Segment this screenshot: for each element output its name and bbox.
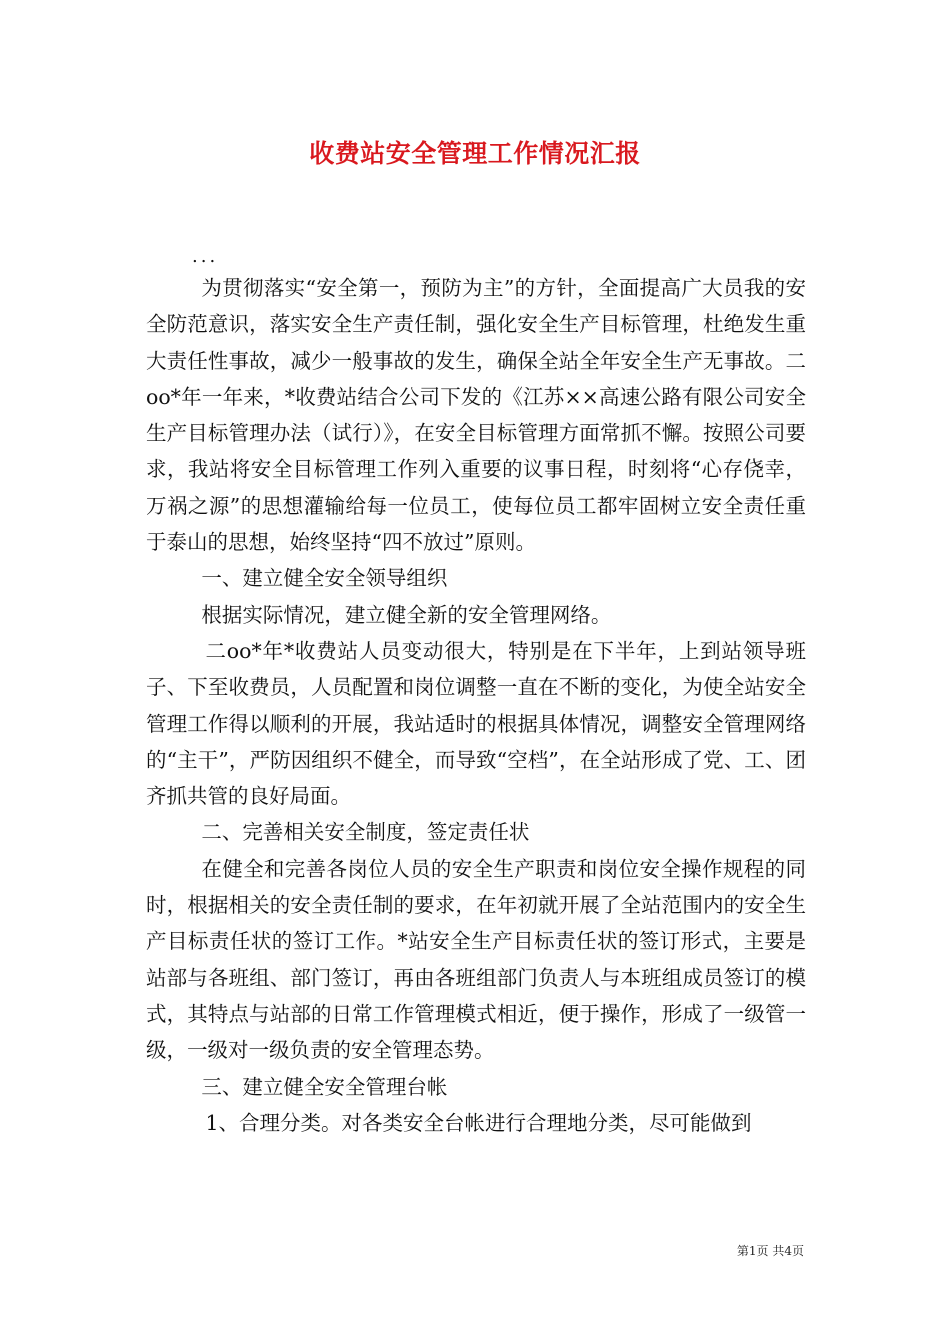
- paragraph-intro: 为贯彻落实“安全第一，预防为主”的方针，全面提高广大员我的安全防范意识，落实安全生产责任制，强化安全生产目标管理，杜绝发生重大责任性事故，减少一般事故的发生，确保全站全年安全生产无事故。二oo*年一年来，*收费站结合公司下发的《江苏××高速公路有限公司安全生产目标管理办法（试行）》，在安全目标管理方面常抓不懈。按照公司要求，我站将安全目标管理工作列入重要的议事日程，时刻将“心存侥幸，万祸之源”的思想灌输给每一位员工，使每位员工都牢固树立安全责任重于泰山的思想，始终坚持“四不放过”原则。: [146, 276, 806, 555]
- section-heading-3: 三、建立健全安全管理台帐: [201, 1074, 448, 1099]
- document-title: 收费站安全管理工作情况汇报: [309, 139, 641, 168]
- paragraph-classification: 1、合理分类。对各类安全台帐进行合理地分类，尽可能做到: [205, 1110, 752, 1135]
- section-heading-2: 二、完善相关安全制度，签定责任状: [201, 820, 530, 845]
- page-number: 第1页 共4页: [736, 1244, 804, 1258]
- paragraph-responsibility: 在健全和完善各岗位人员的安全生产职责和岗位安全操作规程的同时，根据相关的安全责任制的要求，在年初就开展了全站范围内的安全生产目标责任状的签订工作。*站安全生产目标责任状的签订形式，主要是站部与各班组、部门签订，再由各班组部门负责人与本班组成员签订的模式，其特点与站部的日常工作管理模式相近，便于操作，形成了一级管一级，一级对一级负责的安全管理态势。: [146, 856, 806, 1063]
- ellipsis-marker: ...: [192, 246, 219, 267]
- paragraph-staff-changes: 二oo*年*收费站人员变动很大，特别是在下半年，上到站领导班子、下至收费员，人员配置和岗位调整一直在不断的变化，为使全站安全管理工作得以顺利的开展，我站适时的根据具体情况，调整安全管理网络的“主干”，严防因组织不健全，而导致“空档”，在全站形成了党、工、团齐抓共管的良好局面。: [146, 638, 806, 809]
- paragraph-network: 根据实际情况，建立健全新的安全管理网络。: [201, 602, 612, 627]
- section-heading-1: 一、建立健全安全领导组织: [201, 566, 448, 591]
- document-body: [146, 270, 806, 1141]
